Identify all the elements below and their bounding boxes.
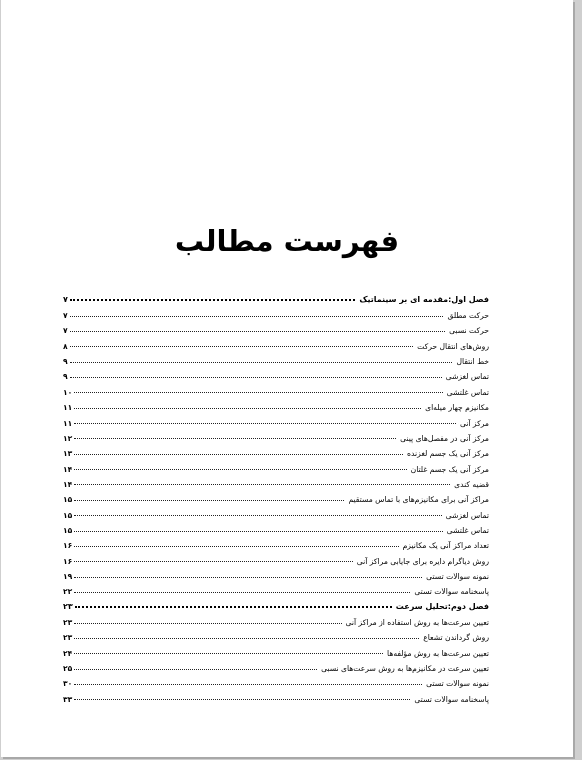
toc-entry-page-number: ۹ [63, 372, 68, 382]
dot-leader [74, 468, 406, 470]
toc-entry-label: روش دیاگرام دایره برای جایابی مراکز آنی [356, 556, 489, 566]
dot-leader [74, 437, 396, 439]
toc-entry-label: تماس غلتشی [446, 387, 489, 397]
toc-entry-label: مرکز آنی یک جسم لغزنده [407, 449, 489, 459]
toc-entry[interactable] [63, 611, 489, 626]
toc-entry[interactable] [63, 657, 489, 672]
toc-entry-page-number: ۷ [63, 311, 68, 321]
dot-leader [74, 622, 341, 624]
toc-entry-page-number: ۸ [63, 341, 68, 351]
dot-leader [74, 422, 456, 424]
dot-leader [70, 315, 444, 317]
toc-entry-page-number: ۲۳ [63, 602, 73, 612]
toc-entry-label: فصل اول:مقدمه ای بر سینماتیک [359, 295, 489, 305]
toc-entry[interactable] [63, 519, 489, 534]
toc-entry-page-number: ۱۳ [63, 449, 73, 459]
toc-entry[interactable] [63, 442, 489, 457]
toc-entry-page-number: ۱۰ [63, 387, 73, 397]
toc-entry-label: حرکت مطلق [447, 311, 489, 321]
toc-entry[interactable] [63, 427, 489, 442]
dot-leader [74, 698, 410, 700]
toc-entry-label: مرکز آنی یک جسم غلتان [410, 464, 489, 474]
toc-entry[interactable] [63, 396, 489, 411]
toc-entry-label: تعیین سرعت‌ها به روش مؤلفه‌ها [387, 648, 489, 658]
toc-entry-label: تماس غلتشی [446, 525, 489, 535]
document-page [1, 0, 573, 757]
toc-entry-label: تعداد مراکز آنی یک مکانیزم [402, 541, 489, 551]
dot-leader [74, 652, 383, 654]
toc-entry-page-number: ۲۴ [63, 648, 73, 658]
dot-leader [74, 530, 442, 532]
toc-entry-label: خط انتقال [456, 357, 489, 367]
toc-entry[interactable] [63, 488, 489, 503]
toc-entry-page-number: ۲۳ [63, 617, 73, 627]
toc-entry-page-number: ۱۶ [63, 556, 73, 566]
dot-leader [70, 376, 442, 378]
toc-entry[interactable] [63, 642, 489, 657]
dot-leader [74, 391, 442, 393]
toc-entry-page-number: ۱۵ [63, 495, 73, 505]
dot-leader [74, 545, 398, 547]
toc-entry-page-number: ۱۵ [63, 525, 73, 535]
toc-entry-label: پاسخنامه سوالات تستی [414, 694, 489, 704]
toc-entry[interactable] [63, 473, 489, 488]
dot-leader [75, 605, 392, 608]
toc-entry-label: روش‌های انتقال حرکت [417, 341, 489, 351]
toc-entry-page-number: ۱۴ [63, 464, 73, 474]
toc-entry-page-number: ۱۱ [63, 403, 73, 413]
toc-entry[interactable] [63, 304, 489, 319]
dot-leader [74, 407, 421, 409]
toc-entry[interactable] [63, 504, 489, 519]
page-title: فهرست مطالب [174, 224, 400, 258]
dot-leader [74, 683, 422, 685]
toc-entry[interactable] [63, 673, 489, 688]
dot-leader [74, 483, 450, 485]
toc-entry-page-number: ۱۹ [63, 571, 73, 581]
toc-entry[interactable] [63, 350, 489, 365]
toc-entry-label: فصل دوم:تحلیل سرعت [395, 602, 489, 612]
toc-entry-label: تماس لغزشی [445, 510, 489, 520]
toc-entry-label: مرکز آنی [459, 418, 489, 428]
toc-entry-page-number: ۲۵ [63, 664, 73, 673]
toc-entry-label: نمونه سوالات تستی [426, 571, 489, 581]
toc-entry[interactable] [63, 366, 489, 381]
toc-entry[interactable] [63, 335, 489, 350]
toc-entry[interactable] [63, 565, 489, 580]
toc-entry-label: تعیین سرعت‌ها به روش استفاده از مراکز آنی [345, 617, 489, 627]
dot-leader [74, 499, 344, 501]
dot-leader [74, 668, 317, 670]
toc-entry[interactable] [63, 627, 489, 642]
toc-entry-label: قضیه کندی [454, 479, 489, 489]
toc-entry-page-number: ۱۵ [63, 510, 73, 520]
toc-entry[interactable] [63, 550, 489, 565]
toc-entry[interactable] [63, 412, 489, 427]
toc-entry-label: پاسخنامه سوالات تستی [414, 587, 489, 597]
toc-entry[interactable] [63, 688, 489, 703]
toc-entry-label: مراکز آنی برای مکانیزم‌های با تماس مستقیم [348, 495, 489, 505]
toc-entry[interactable] [63, 320, 489, 335]
toc-entry-page-number: ۳۳ [63, 694, 73, 704]
toc-entry-page-number: ۳۰ [63, 679, 73, 689]
toc-entry-label: مرکز آنی در مفصل‌های پینی [400, 433, 489, 443]
toc-entry-page-number: ۷ [63, 295, 68, 305]
toc-entry[interactable] [63, 535, 489, 550]
toc-chapter-entry[interactable] [63, 596, 489, 611]
toc-entry-label: تعیین سرعت در مکانیزم‌ها به روش سرعت‌های نسبی [321, 664, 489, 673]
dot-leader [74, 637, 419, 639]
toc-entry-label: حرکت نسبی [449, 326, 489, 336]
toc-entry-label: نمونه سوالات تستی [426, 679, 489, 689]
dot-leader [74, 453, 403, 455]
toc-entry[interactable] [63, 581, 489, 596]
toc-chapter-entry[interactable] [63, 289, 489, 304]
dot-leader [70, 298, 355, 301]
toc-entry-page-number: ۱۱ [63, 418, 73, 428]
toc-entry-page-number: ۱۲ [63, 433, 73, 443]
dot-leader [74, 560, 352, 562]
toc-entry[interactable] [63, 458, 489, 473]
toc-entry-label: روش گرداندن تشعاع [423, 633, 489, 643]
dot-leader [74, 514, 441, 516]
toc-entry-page-number: ۱۴ [63, 479, 73, 489]
toc-entry-page-number: ۲۲ [63, 587, 73, 597]
toc-entry-label: تماس لغزشی [445, 372, 489, 382]
toc-entry-label: مکانیزم چهار میله‌ای [425, 403, 489, 413]
dot-leader [74, 576, 422, 578]
toc-entry-page-number: ۷ [63, 326, 68, 336]
dot-leader [70, 330, 445, 332]
toc-entry-page-number: ۲۳ [63, 633, 73, 643]
dot-leader [70, 361, 453, 363]
table-of-contents [63, 289, 489, 703]
dot-leader [74, 591, 410, 593]
toc-entry-page-number: ۱۶ [63, 541, 73, 551]
dot-leader [70, 345, 414, 347]
toc-entry[interactable] [63, 381, 489, 396]
toc-entry-page-number: ۹ [63, 357, 68, 367]
